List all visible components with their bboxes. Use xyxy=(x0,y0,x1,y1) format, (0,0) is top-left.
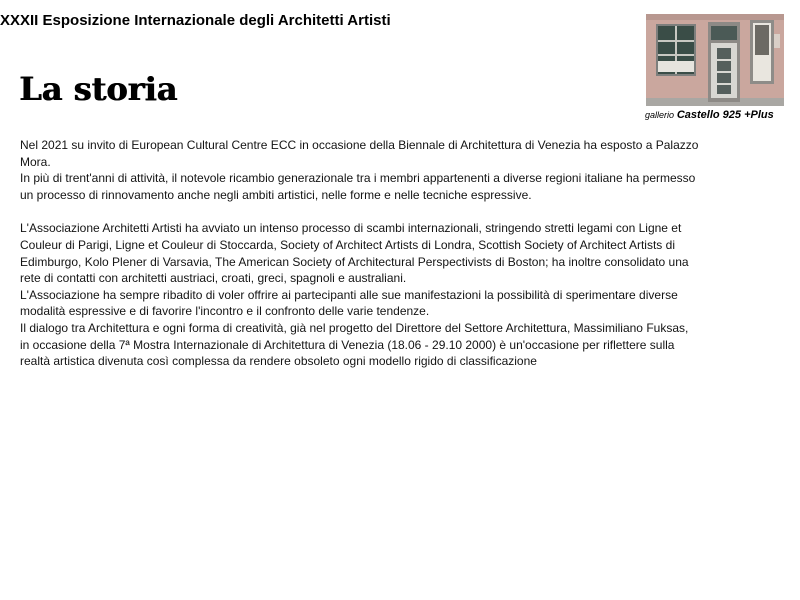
paragraph-renewal: In più di trent'anni di attività, il notevole ricambio generazionale tra i membri appartenenti a diverse regioni italiane ha permesso un processo di rinnovamento anche negli ambiti artistici, nelle forme e nelle tecniche espressive. xyxy=(20,171,696,202)
history-content xyxy=(20,137,700,370)
paragraph-international-exchanges: L'Associazione Architetti Artisti ha avviato un intenso processo di scambi internazionali, stringendo stretti legami con Ligne et Couleur di Parigi, Ligne et Couleur di Stoccarda, Society of Architect Artists di Londra, Scottish Society of Architect Artists di Edimburgo, Kolo Plener di Varsavia, The American Society of Architectural Perspectivists di Boston; ha inoltre consolidato una rete di contatti con architetti austriaci, croati, greci, spagnoli e australiani. xyxy=(20,221,689,286)
paragraph-architecture-dialogue: Il dialogo tra Architettura e ogni forma di creatività, già nel progetto del Direttore del Settore Architettura, Massimiliano Fuksas, in occasione della 7ª Mostra Internazionale di Architettura di Venezia (18.06 - 29.10 2000) è un'occasione per riflettere sulla realtà artistica divenuta così complessa da rendere obsoleto ogni modello rigido di classificazione xyxy=(20,320,689,369)
gallery-photo[interactable] xyxy=(646,14,784,106)
page-title: La storia xyxy=(19,70,178,108)
paragraph-spacer xyxy=(20,203,700,220)
site-header-title: XXXII Esposizione Internazionale degli Architetti Artisti xyxy=(0,12,391,29)
gallery-caption-prefix: gallerio xyxy=(645,110,675,120)
paragraph-expressive-modalities: L'Associazione ha sempre ribadito di voler offrire ai partecipanti alle sue manifestazioni la possibilità di sperimentare diverse modalità espressive e di favorire l'incontro e il confronto delle varie tendenze. xyxy=(20,287,678,319)
gallery-caption-name: Castello 925 +Plus xyxy=(676,109,774,121)
paragraph-palazzo-mora: Nel 2021 su invito di European Cultural Centre ECC in occasione della Biennale di Architettura di Venezia ha esposto a Palazzo Mora. xyxy=(20,138,699,169)
gallery-facade-image xyxy=(646,14,784,106)
gallery-caption[interactable] xyxy=(645,109,774,121)
